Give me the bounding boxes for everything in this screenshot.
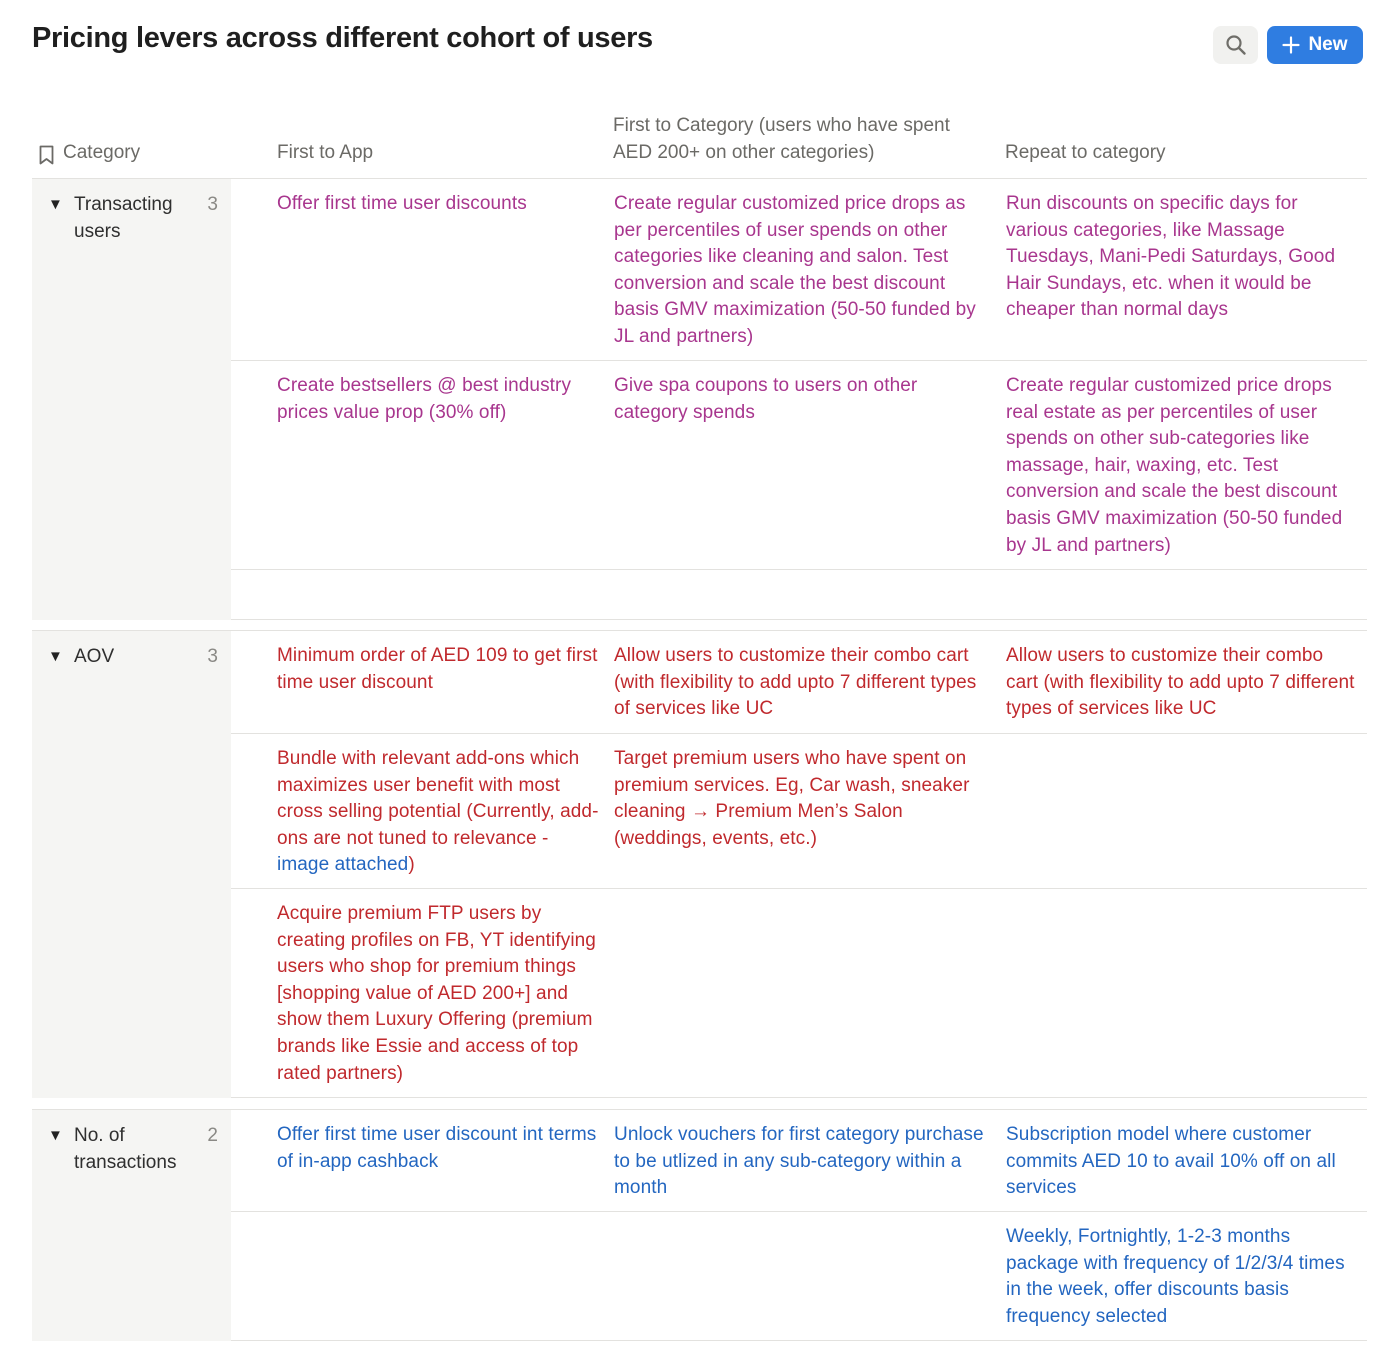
cell-first-to-category[interactable]: Unlock vouchers for first category purchase to be utlized in any sub-category within a month — [614, 1124, 984, 1199]
group-name: Transacting users — [74, 194, 173, 242]
new-button[interactable] — [1267, 26, 1363, 64]
group-transacting-users — [32, 179, 1367, 620]
page-title: Pricing levers across different cohort of users — [32, 22, 653, 54]
table-row[interactable] — [231, 179, 1367, 361]
column-header-first-to-app[interactable]: First to App — [277, 142, 374, 163]
column-header-category-label: Category — [63, 142, 141, 163]
group-count: 2 — [207, 1125, 218, 1146]
cell-first-to-category[interactable]: Allow users to customize their combo cart (with flexibility to add upto 7 different types of services like UC — [614, 645, 977, 720]
group-count: 3 — [207, 646, 218, 667]
table-row[interactable] — [231, 1212, 1367, 1341]
image-attached-link[interactable]: image attached — [277, 854, 409, 876]
cell-first-to-category[interactable]: Give spa coupons to users on other category spends — [614, 375, 918, 423]
cell-first-to-app[interactable]: Offer first time user discount int terms of in-app cashback — [277, 1124, 597, 1172]
table-row[interactable] — [231, 361, 1367, 570]
cell-repeat-to-category[interactable]: Subscription model where customer commits AED 10 to avail 10% off on all services — [1006, 1124, 1336, 1199]
table-header — [32, 104, 1367, 179]
group-header-cell — [32, 631, 231, 1098]
group-no-of-transactions — [32, 1110, 1367, 1341]
cell-first-to-app[interactable]: Offer first time user discounts — [277, 193, 527, 214]
triangle-down-icon[interactable]: ▼ — [48, 196, 63, 213]
column-header-category[interactable] — [38, 104, 228, 178]
cell-first-to-category[interactable]: Target premium users who have spent on premium services. Eg, Car wash, sneaker cleaning → Premium Men’s Salon (weddings, events, etc.) — [614, 748, 970, 849]
triangle-down-icon[interactable]: ▼ — [48, 648, 63, 665]
cell-text-tail: ) — [408, 854, 415, 876]
plus-icon — [1282, 36, 1300, 54]
table-row[interactable] — [231, 734, 1367, 889]
group-name: AOV — [74, 646, 115, 667]
group-name: No. of transactions — [74, 1125, 177, 1173]
cell-first-to-app[interactable]: Acquire premium FTP users by creating profiles on FB, YT identifying users who shop for premium things [shopping value of AED 200+] and show them Luxury Offering (premium brands like Essie and access of top rated partners) — [277, 903, 596, 1084]
cell-first-to-app[interactable] — [277, 746, 599, 879]
column-header-repeat-to-category[interactable]: Repeat to category — [1005, 142, 1166, 163]
group-label — [48, 191, 218, 245]
cell-repeat-to-category[interactable]: Weekly, Fortnightly, 1-2-3 months package with frequency of 1/2/3/4 times in the week, offer discounts basis frequency selected — [1006, 1226, 1345, 1327]
search-icon — [1225, 34, 1247, 56]
group-count: 3 — [207, 194, 218, 215]
table-row[interactable] — [231, 570, 1367, 620]
group-header-cell — [32, 179, 231, 620]
cell-repeat-to-category[interactable]: Allow users to customize their combo cart (with flexibility to add upto 7 different types of services like UC — [1006, 645, 1355, 720]
cell-text: Bundle with relevant add-ons which maximizes user benefit with most cross selling potential (Currently, add-ons are not tuned to relevance - — [277, 748, 599, 849]
table-row[interactable] — [231, 631, 1367, 734]
group-aov — [32, 631, 1367, 1098]
group-label — [48, 643, 218, 670]
cell-repeat-to-category[interactable]: Create regular customized price drops real estate as per percentiles of user spends on other sub-categories like massage, hair, waxing, etc. Test conversion and scale the best discount basis GMV maximization (50-50 funded by JL and partners) — [1006, 375, 1343, 556]
triangle-down-icon[interactable]: ▼ — [48, 1127, 63, 1144]
search-button[interactable] — [1213, 26, 1258, 64]
group-header-cell — [32, 1110, 231, 1341]
group-label — [48, 1122, 218, 1176]
table-row[interactable] — [231, 1110, 1367, 1212]
table-row[interactable] — [231, 889, 1367, 1098]
cell-first-to-app[interactable]: Create bestsellers @ best industry prices value prop (30% off) — [277, 375, 572, 423]
bookmark-icon — [38, 144, 55, 166]
cell-repeat-to-category[interactable]: Run discounts on specific days for various categories, like Massage Tuesdays, Mani-Pedi Saturdays, Good Hair Sundays, etc. when it would be cheaper than normal days — [1006, 193, 1336, 321]
cell-first-to-category[interactable]: Create regular customized price drops as per percentiles of user spends on other categories like cleaning and salon. Test conversion and scale the best discount basis GMV maximization (50-50 funded by JL and partners) — [614, 193, 976, 347]
cell-first-to-app[interactable]: Minimum order of AED 109 to get first time user discount — [277, 645, 598, 693]
new-button-label: New — [1308, 34, 1348, 55]
column-header-first-to-category[interactable]: First to Category (users who have spent AED 200+ on other categories) — [613, 115, 950, 163]
